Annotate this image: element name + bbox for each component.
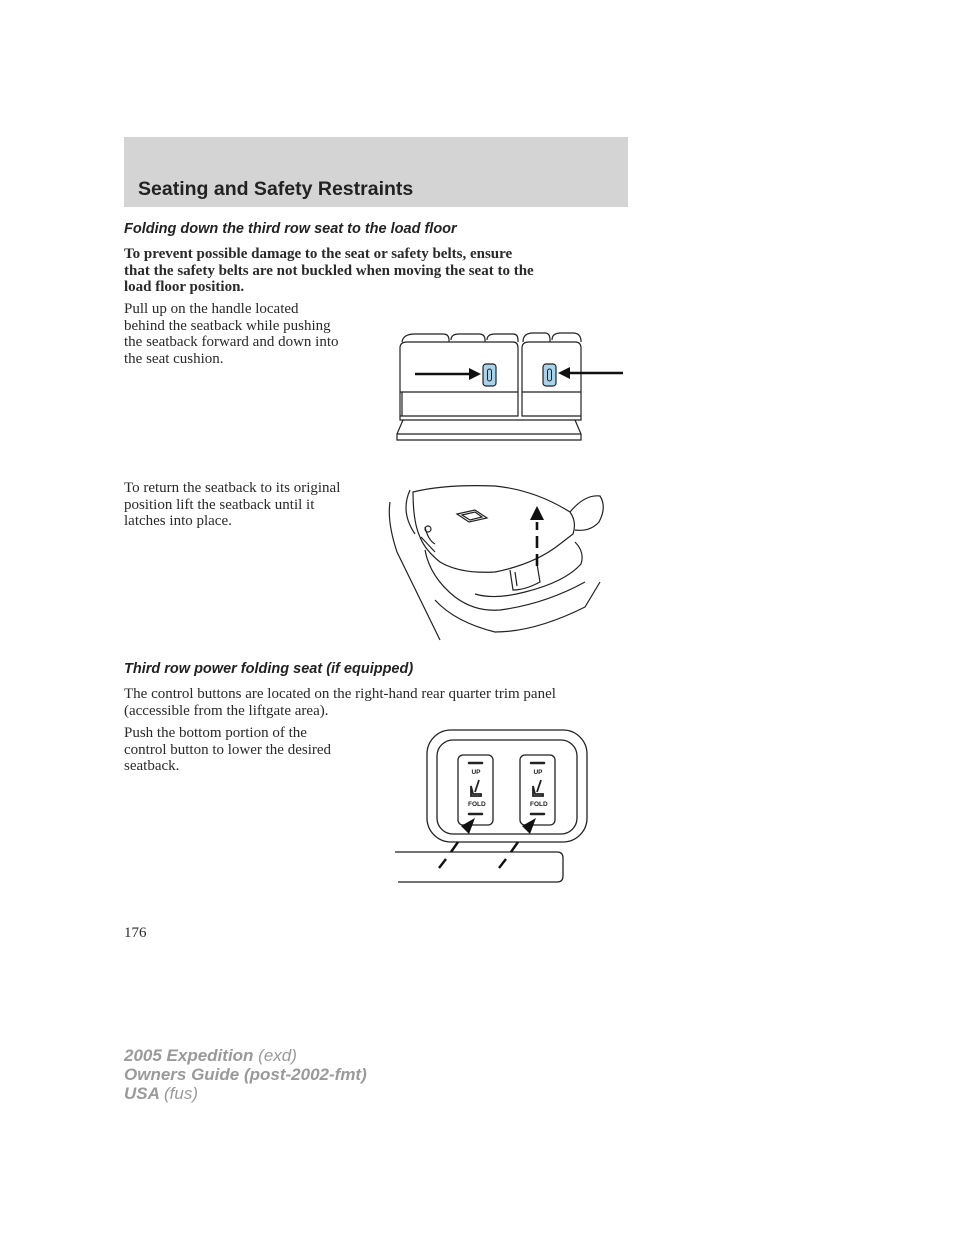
folded-seat-illustration (385, 482, 615, 642)
seatback-handle-illustration (395, 330, 630, 445)
text-line: the seat cushion. (124, 350, 224, 367)
return-seatback-instructions (124, 480, 389, 530)
right-seat-handle (543, 364, 556, 386)
section-title: Seating and Safety Restraints (138, 178, 414, 200)
text-line: Pull up on the handle located (124, 301, 299, 317)
text-line: latches into place. (124, 513, 232, 529)
footer-line-model (124, 1047, 297, 1066)
footer-model: 2005 Expedition (124, 1046, 254, 1065)
footer-line-market (124, 1085, 198, 1104)
button-label-fold: FOLD (468, 801, 486, 808)
text-line: behind the seatback while pushing (124, 317, 331, 334)
footer-market-code: (fus) (164, 1084, 198, 1103)
text-line: control button to lower the desired (124, 741, 332, 758)
footer-line-guide (124, 1066, 367, 1085)
warning-line: To prevent possible damage to the seat or safety belts, ensure (124, 246, 513, 262)
arrow-diagonal-icon (522, 818, 536, 834)
text-line: (accessible from the liftgate area). (124, 702, 329, 719)
warning-line: load floor position. (124, 279, 245, 295)
text-line: Push the bottom portion of the (124, 725, 307, 741)
control-panel-illustration (395, 728, 595, 888)
text-line: The control buttons are located on the right-hand rear quarter trim panel (124, 686, 556, 702)
control-location-text (124, 686, 634, 719)
footer-guide: Owners Guide (post-2002-fmt) (124, 1065, 367, 1084)
push-button-instructions (124, 725, 384, 775)
arrow-right-icon (469, 368, 481, 380)
footer-model-code: (exd) (258, 1046, 297, 1065)
heading-folding-third-row: Folding down the third row seat to the load floor (124, 221, 457, 237)
button-label-up: UP (471, 769, 481, 776)
text-line: To return the seatback to its original (124, 480, 341, 496)
warning-text (124, 246, 634, 296)
heading-power-folding-seat: Third row power folding seat (if equipped) (124, 661, 414, 677)
button-label-fold: FOLD (530, 801, 548, 808)
arrow-up-icon (530, 506, 544, 520)
page-number: 176 (124, 925, 147, 941)
text-line: seatback. (124, 758, 180, 774)
arrow-diagonal-icon (461, 818, 475, 834)
text-line: the seatback forward and down into (124, 334, 339, 350)
arrow-left-icon (558, 367, 570, 379)
warning-line: that the safety belts are not buckled when moving the seat to the (124, 262, 534, 279)
text-line: position lift the seatback until it (124, 496, 315, 513)
footer-market: USA (124, 1084, 160, 1103)
button-label-up: UP (533, 769, 543, 776)
left-seat-handle (483, 364, 496, 386)
pull-handle-instructions (124, 301, 384, 367)
